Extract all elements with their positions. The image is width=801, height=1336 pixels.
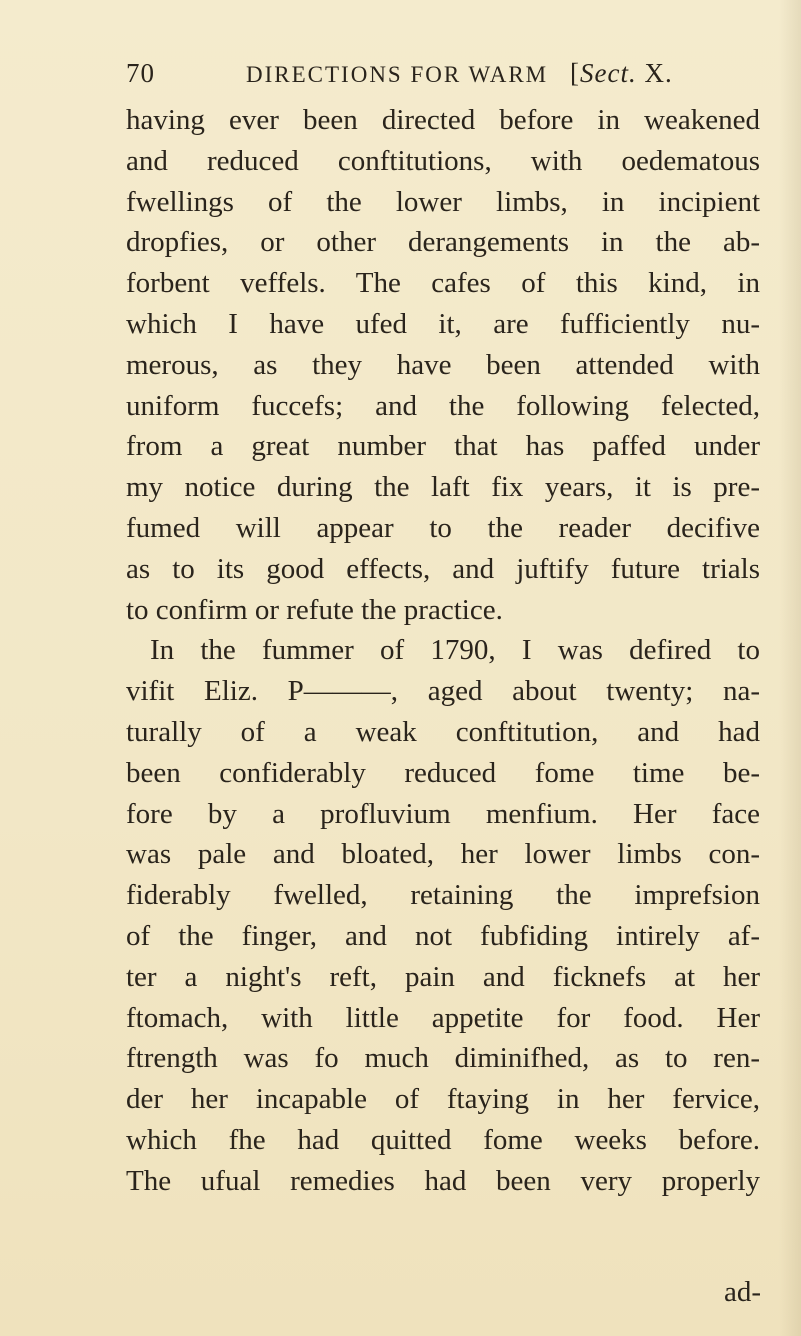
text-line: which I have ufed it, are fufficiently nu-	[126, 307, 760, 340]
section-label: Sect.	[580, 58, 637, 88]
catchword: ad-	[724, 1276, 762, 1308]
text-line: der her incapable of ftaying in her fervice,	[126, 1083, 760, 1116]
text-line: merous, as they have been attended with	[126, 348, 760, 381]
text-line: The ufual remedies had been very properly	[126, 1164, 760, 1197]
page-number: 70	[126, 58, 155, 88]
page-edge-shadow	[779, 0, 801, 1336]
text-line: from a great number that has paffed under	[126, 430, 760, 463]
text-line: to confirm or refute the practice.	[126, 593, 503, 626]
text-line: fore by a profluvium menfium. Her face	[126, 797, 760, 830]
text-line: of the finger, and not fubfiding intirely af-	[126, 919, 760, 952]
text-line: and reduced conftitutions, with oedematous	[126, 144, 760, 177]
text-line: fwellings of the lower limbs, in incipient	[126, 185, 760, 218]
text-line: ftrength was fo much diminifhed, as to ren-	[126, 1042, 760, 1075]
text-line: fiderably fwelled, retaining the imprefsion	[126, 879, 760, 912]
section-number: X.	[636, 58, 673, 88]
section-bracket: [	[570, 58, 580, 88]
text-line: turally of a weak conftitution, and had	[126, 715, 760, 748]
section-marker	[570, 58, 673, 89]
running-head	[126, 58, 766, 94]
text-line: ter a night's reft, pain and ficknefs at her	[126, 960, 760, 993]
text-line: as to its good effects, and juftify future trials	[126, 552, 760, 585]
text-line: having ever been directed before in weakened	[126, 104, 760, 136]
text-line: dropfies, or other derangements in the ab-	[126, 226, 760, 259]
text-line: forbent veffels. The cafes of this kind, in	[126, 267, 760, 300]
text-line: which fhe had quitted fome weeks before.	[126, 1123, 760, 1156]
text-line: In the fummer of 1790, I was defired to	[150, 634, 760, 667]
text-line: uniform fuccefs; and the following felected,	[126, 389, 760, 422]
text-line: was pale and bloated, her lower limbs con-	[126, 838, 760, 871]
text-line: ftomach, with little appetite for food. Her	[126, 1001, 760, 1034]
text-line: been confiderably reduced fome time be-	[126, 756, 760, 789]
text-line: vifit Eliz. P———, aged about twenty; na-	[126, 675, 760, 708]
text-line: fumed will appear to the reader decifive	[126, 511, 760, 544]
body-text	[126, 100, 760, 1202]
text-line: my notice during the laft fix years, it is pre-	[126, 471, 760, 504]
running-title: DIRECTIONS FOR WARM	[246, 62, 549, 87]
